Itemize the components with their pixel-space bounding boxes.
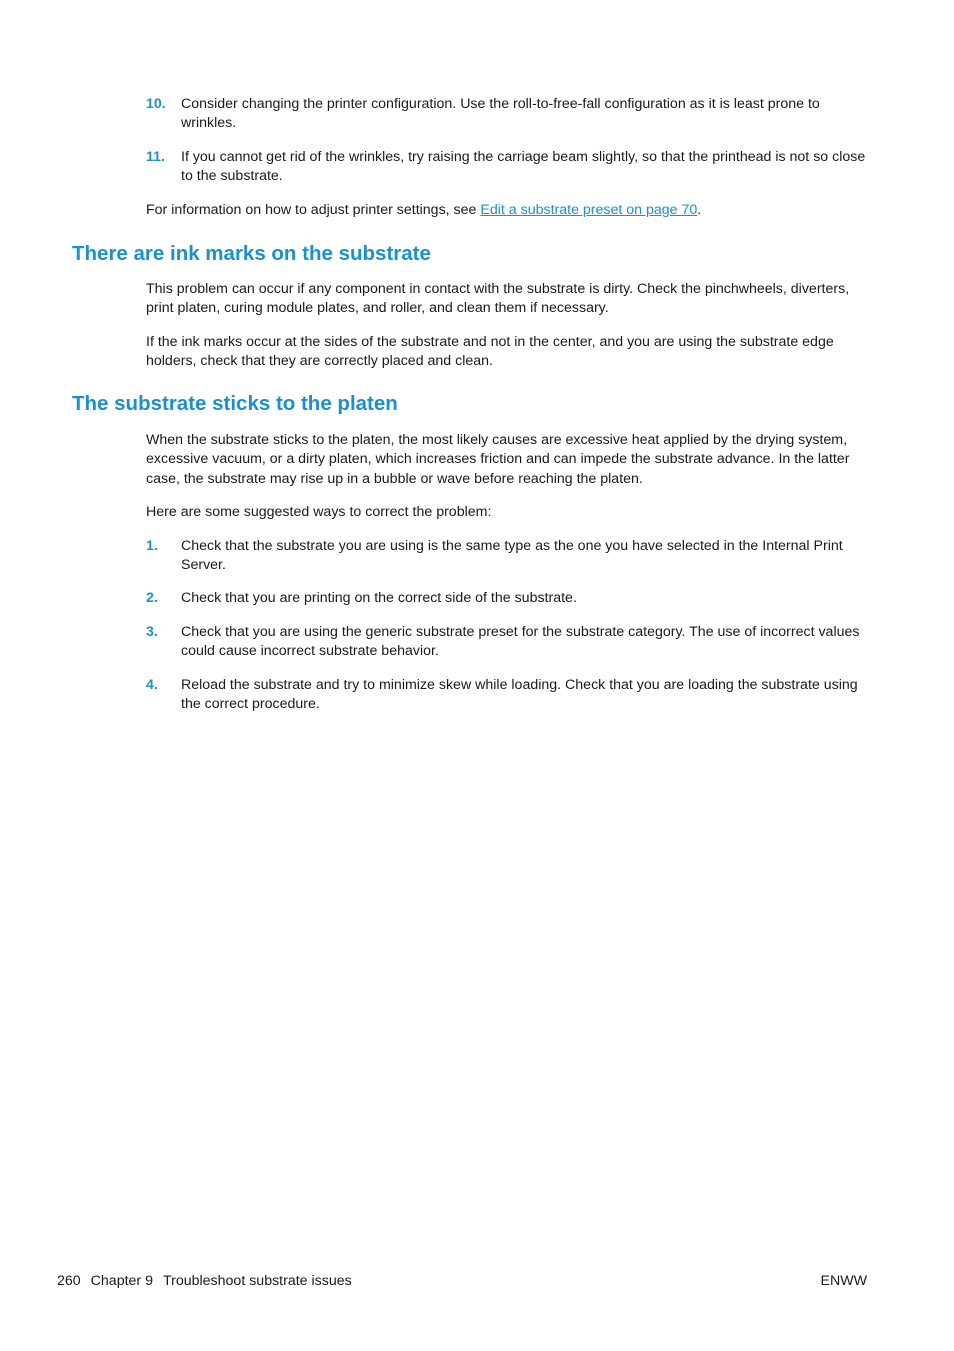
list-number: 2. [146,590,158,606]
list-text: Check that you are using the generic substrate preset for the substrate category. The use of incorrect values could cause incorrect substrate behavior. [181,624,860,660]
list-number: 1. [146,538,158,554]
list-text: Consider changing the printer configuration. Use the roll-to-free-fall configuration as it is least prone to wrinkles. [181,96,820,132]
list-text: Check that the substrate you are using is the same type as the one you have selected in the Internal Print Server. [181,538,843,574]
substrate-sticks-paragraph-2: Here are some suggested ways to correct the problem: [146,504,492,520]
page-number: 260 [57,1273,81,1289]
ink-marks-paragraph-2: If the ink marks occur at the sides of the substrate and not in the center, and you are using the substrate edge holders, check that they are correctly placed and clean. [146,334,834,370]
list-text: Check that you are printing on the correct side of the substrate. [181,590,577,606]
list-text: If you cannot get rid of the wrinkles, try raising the carriage beam slightly, so that the printhead is not so close to the substrate. [181,149,866,185]
section-heading-substrate-sticks: The substrate sticks to the platen [72,392,398,415]
list-text: Reload the substrate and try to minimize skew while loading. Check that you are loading the substrate using the correct procedure. [181,677,858,713]
list-number: 3. [146,624,158,640]
edit-substrate-preset-link[interactable]: Edit a substrate preset on page 70 [480,202,698,218]
section-heading-ink-marks: There are ink marks on the substrate [72,242,431,265]
ink-marks-paragraph-1: This problem can occur if any component in contact with the substrate is dirty. Check the pinchwheels, diverters, print platen, curing module plates, and roller, and clean them if necessary. [146,281,850,317]
info-prefix: For information on how to adjust printer settings, see [146,202,481,218]
list-number: 11. [146,149,165,165]
list-number: 10. [146,96,166,112]
substrate-sticks-paragraph-1: When the substrate sticks to the platen, the most likely causes are excessive heat applied by the drying system, excessive vacuum, or a dirty platen, which increases friction and can impede the substrate advance. In the latter case, the substrate may rise up in a bubble or wave before reaching the platen. [146,432,850,487]
info-paragraph [146,201,866,220]
page-footer-left [57,1272,362,1291]
chapter-title: Troubleshoot substrate issues [162,1273,352,1289]
list-number: 4. [146,677,158,693]
chapter-label: Chapter 9 [90,1273,153,1289]
page-footer-locale: ENWW [820,1273,867,1289]
info-suffix: . [697,202,702,218]
